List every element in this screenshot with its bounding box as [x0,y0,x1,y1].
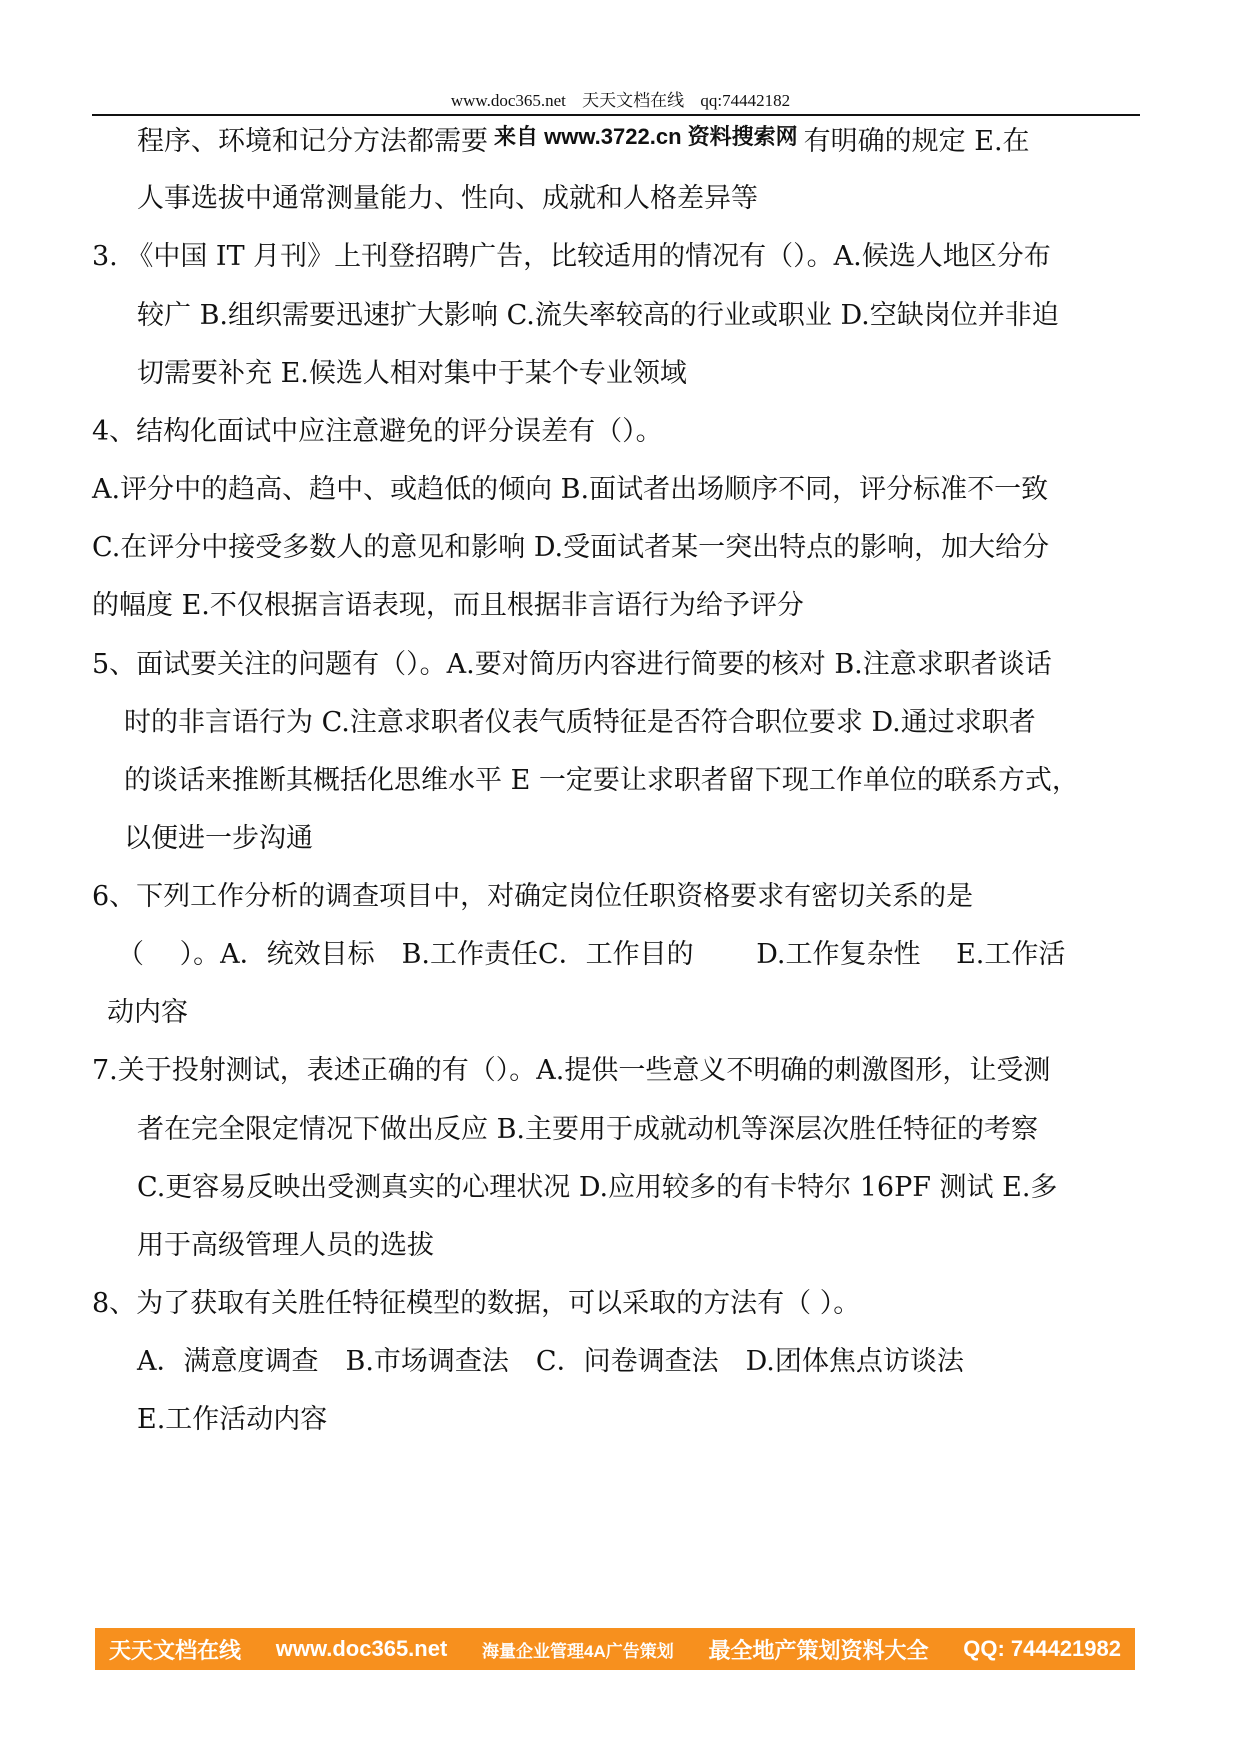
text-line-2: 人事选拔中通常测量能力、性向、成就和人格差异等 [137,183,758,214]
watermark-url: www.3722.cn [544,124,682,149]
question-4-line-3: C.在评分中接受多数人的意见和影响 D.受面试者某一突出特点的影响，加大给分 [92,532,1050,563]
question-7-line-1: 7.关于投射测试，表述正确的有（）。A.提供一些意义不明确的刺激图形，让受测 [92,1055,1051,1086]
footer-site-name: 天天文档在线 [109,1637,242,1663]
question-7-line-3: C.更容易反映出受测真实的心理状况 D.应用较多的有卡特尔 16PF 测试 E.多 [137,1172,1058,1203]
question-5-line-4: 以便进一步沟通 [124,823,313,854]
question-3-line-2: 较广 B.组织需要迅速扩大影响 C.流失率较高的行业或职业 D.空缺岗位并非迫 [137,300,1059,331]
question-4-line-1: 4、结构化面试中应注意避免的评分误差有（）。 [92,416,663,447]
question-7-line-2: 者在完全限定情况下做出反应 B.主要用于成就动机等深层次胜任特征的考察 [137,1114,1039,1145]
question-4-line-4: 的幅度 E.不仅根据言语表现，而且根据非言语行为给予评分 [92,590,804,621]
footer-banner [95,1628,1135,1670]
watermark [494,124,798,150]
footer-slogan-2: 最全地产策划资料大全 [708,1637,929,1663]
question-8-option-e: E.工作活动内容 [137,1404,328,1435]
page-header [0,86,1241,111]
question-5-line-1: 5、面试要关注的问题有（）。A.要对简历内容进行简要的核对 B.注意求职者谈话 [92,649,1052,680]
question-5-line-2: 时的非言语行为 C.注意求职者仪表气质特征是否符合职位要求 D.通过求职者 [124,707,1036,738]
header-site: www.doc365.net [450,91,566,110]
footer-slogan-1: 海量企业管理4A广告策划 [482,1641,674,1661]
question-7-line-4: 用于高级管理人员的选拔 [137,1230,434,1261]
header-qq: qq:74442182 [700,91,791,110]
header-divider [92,114,1140,116]
header-name: 天天文档在线 [582,91,685,110]
question-3-line-1: 3. 《中国 IT 月刊》上刊登招聘广告，比较适用的情况有（）。A.候选人地区分布 [92,241,1051,272]
question-8-line-1: 8、为了获取有关胜任特征模型的数据，可以采取的方法有（ ）。 [92,1288,861,1319]
question-3-line-3: 切需要补充 E.候选人相对集中于某个专业领域 [137,358,687,389]
question-6-line-1: 6、下列工作分析的调查项目中，对确定岗位任职资格要求有密切关系的是 [92,881,974,912]
watermark-name: 资料搜索网 [687,124,798,149]
watermark-source: 来自 [494,124,539,149]
footer-site-url[interactable]: www.doc365.net [275,1636,448,1661]
question-6-line-2: （ ）。A．统效目标 B.工作责任C．工作目的 D.工作复杂性 E.工作活 [117,939,1066,970]
question-4-line-2: A.评分中的趋高、趋中、或趋低的倾向 B.面试者出场顺序不同，评分标准不一致 [92,474,1049,505]
question-8-options: A．满意度调查 B.市场调查法 C．问卷调查法 D.团体焦点访谈法 [137,1346,964,1377]
question-5-line-3: 的谈话来推断其概括化思维水平 E 一定要让求职者留下现工作单位的联系方式， [124,765,1079,796]
text-line-1b: 有明确的规定 E.在 [803,126,1030,157]
footer-qq: QQ: 744421982 [963,1636,1121,1661]
text-line-1a: 程序、环境和记分方法都需要 [137,126,488,157]
text-line-1 [137,124,1030,158]
question-6-line-3: 动内容 [107,997,188,1028]
